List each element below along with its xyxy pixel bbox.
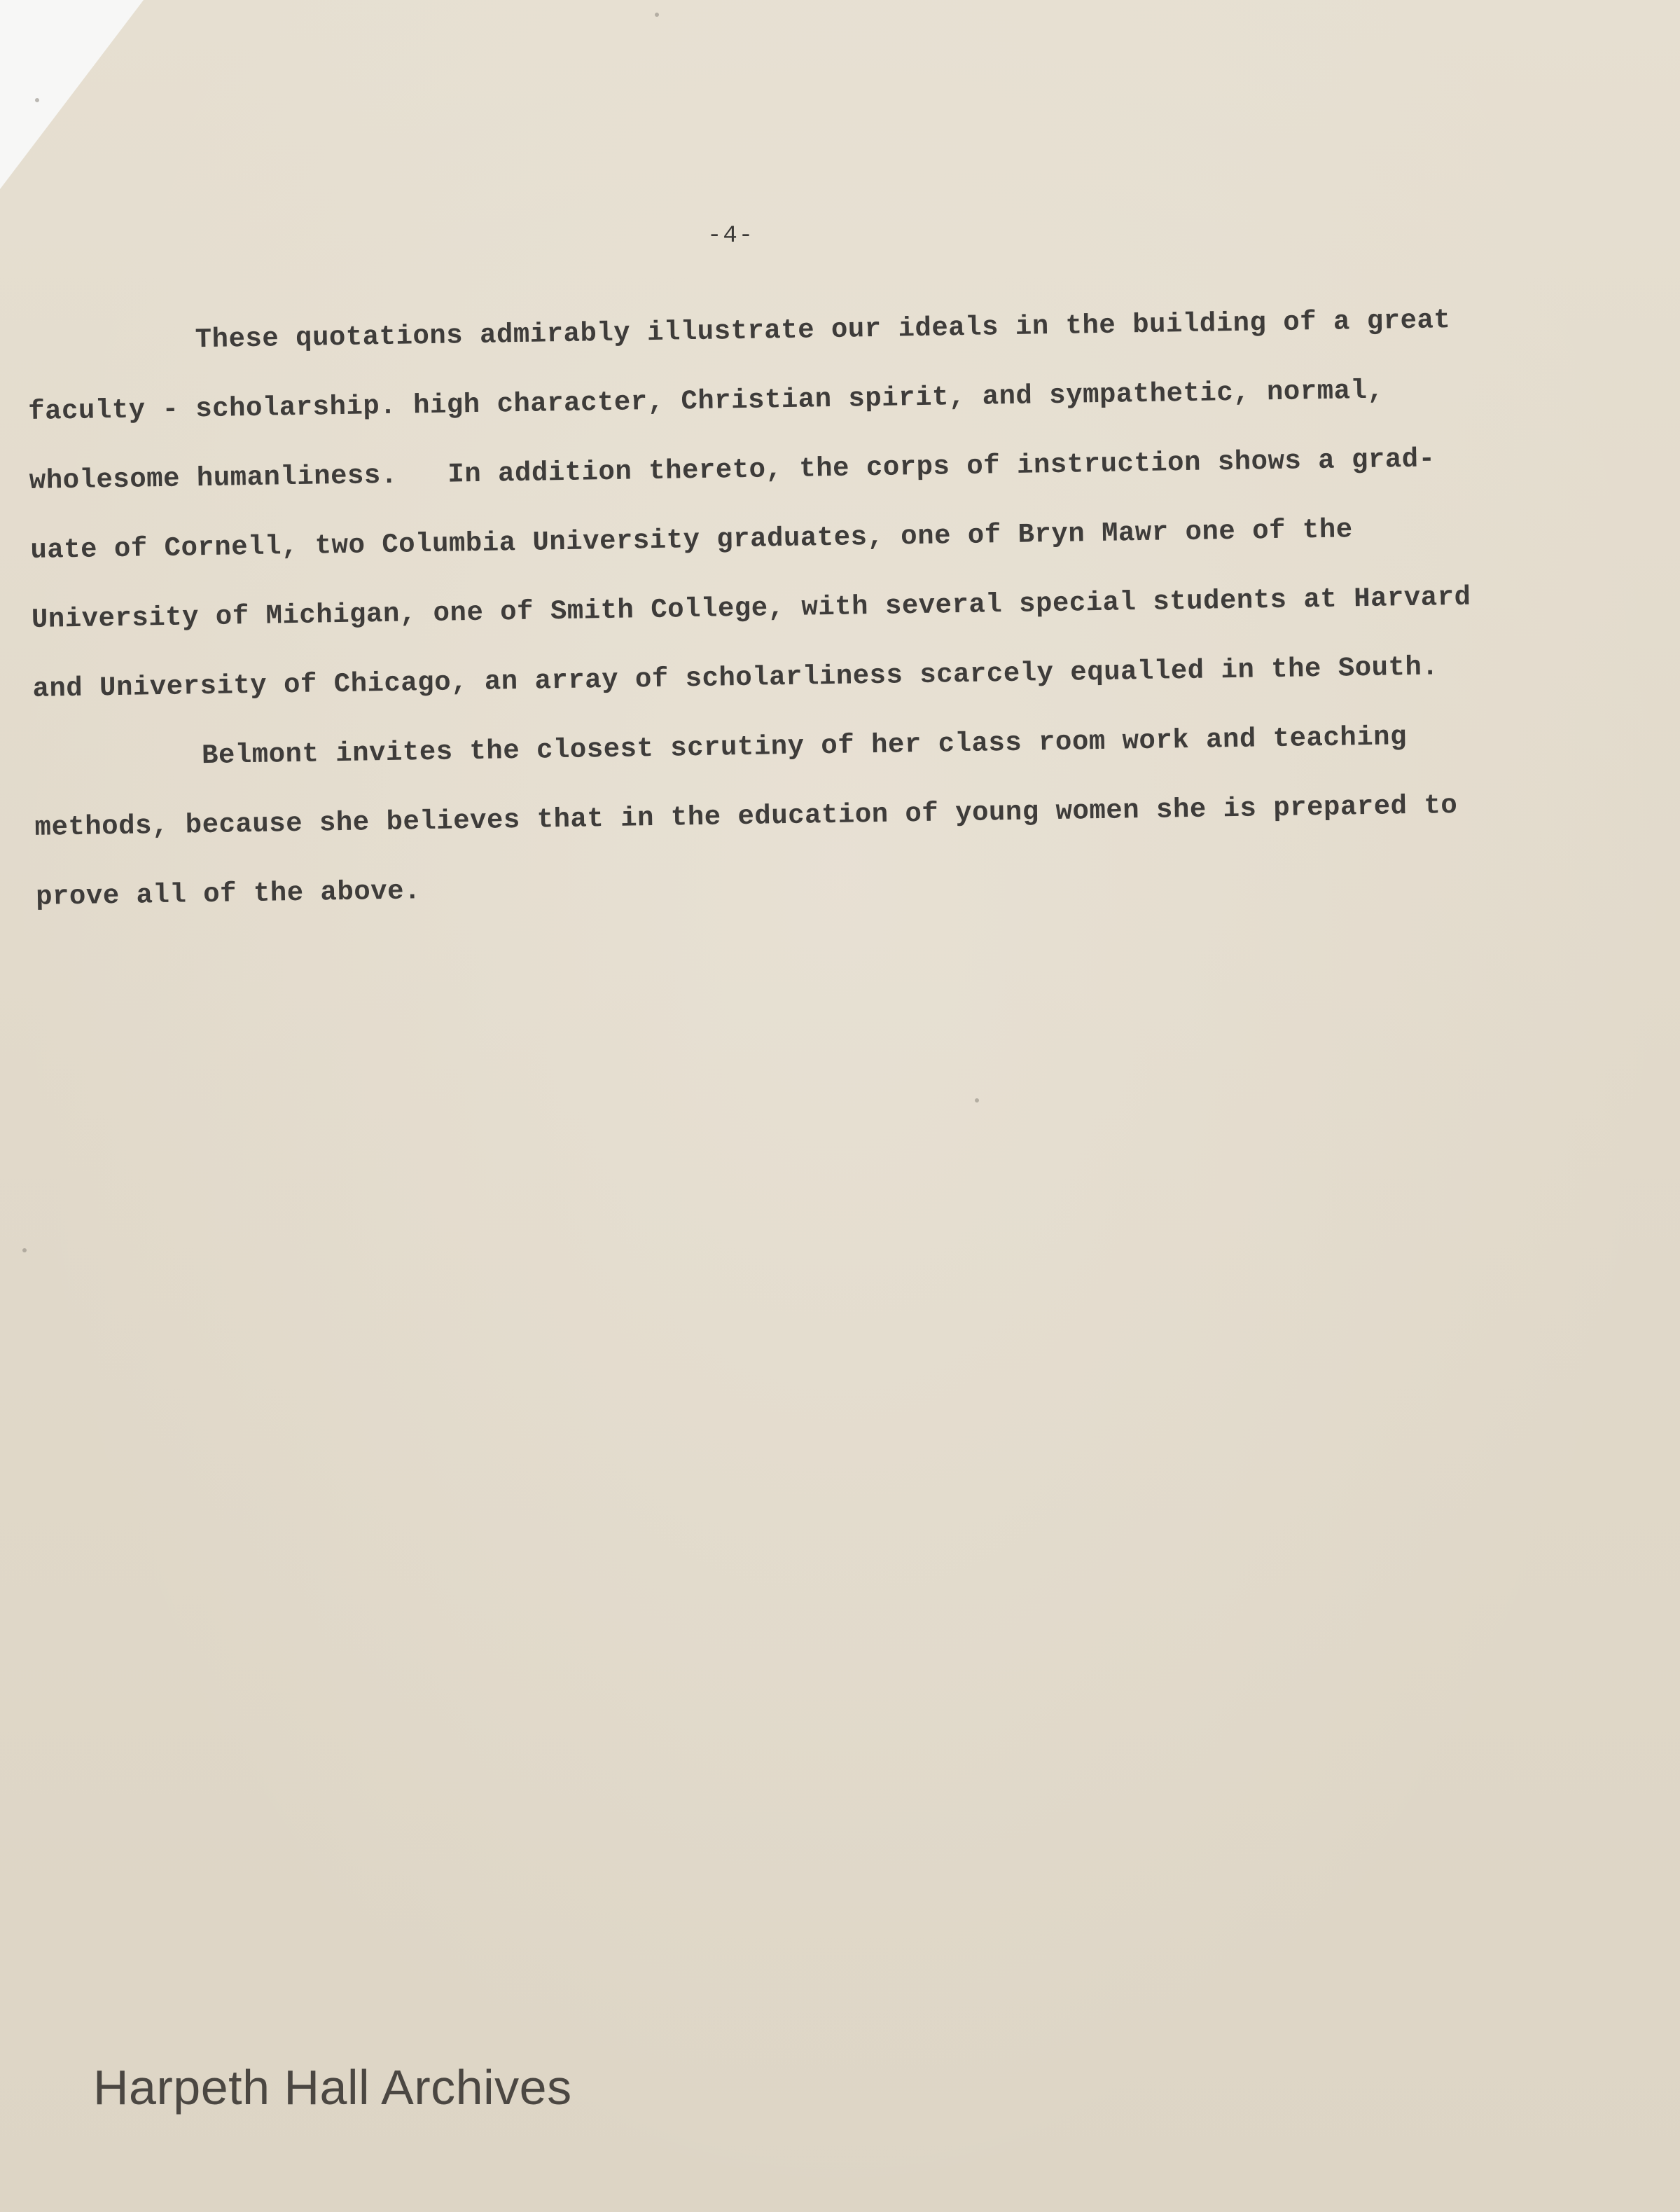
folded-corner bbox=[0, 0, 144, 189]
archive-watermark: Harpeth Hall Archives bbox=[93, 2060, 572, 2115]
paper-speck bbox=[22, 1248, 27, 1252]
typewritten-body bbox=[27, 284, 1549, 932]
page-number: -4- bbox=[707, 223, 755, 249]
text-line: University of Michigan, one of Smith College, with several special students at Harvard bbox=[31, 581, 1471, 635]
paper-speck bbox=[975, 1098, 979, 1102]
text-line: prove all of the above. bbox=[35, 876, 422, 913]
text-line: faculty - scholarship. high character, Christian spirit, and sympathetic, normal, bbox=[27, 375, 1384, 427]
text-line: wholesome humanliness. In addition thereto, the corps of instruction shows a grad- bbox=[29, 443, 1436, 497]
text-line: methods, because she believes that in the education of young women she is prepared to bbox=[34, 789, 1458, 843]
text-line: Belmont invites the closest scrutiny of her class room work and teaching bbox=[201, 721, 1408, 772]
paper-speck bbox=[35, 98, 39, 102]
text-line: uate of Cornell, two Columbia University graduates, one of Bryn Mawr one of the bbox=[30, 514, 1353, 566]
paper-speck bbox=[655, 13, 659, 17]
text-line: and University of Chicago, an array of scholarliness scarcely equalled in the South. bbox=[32, 651, 1439, 705]
text-line: These quotations admirably illustrate our ideals in the building of a great bbox=[195, 305, 1451, 356]
